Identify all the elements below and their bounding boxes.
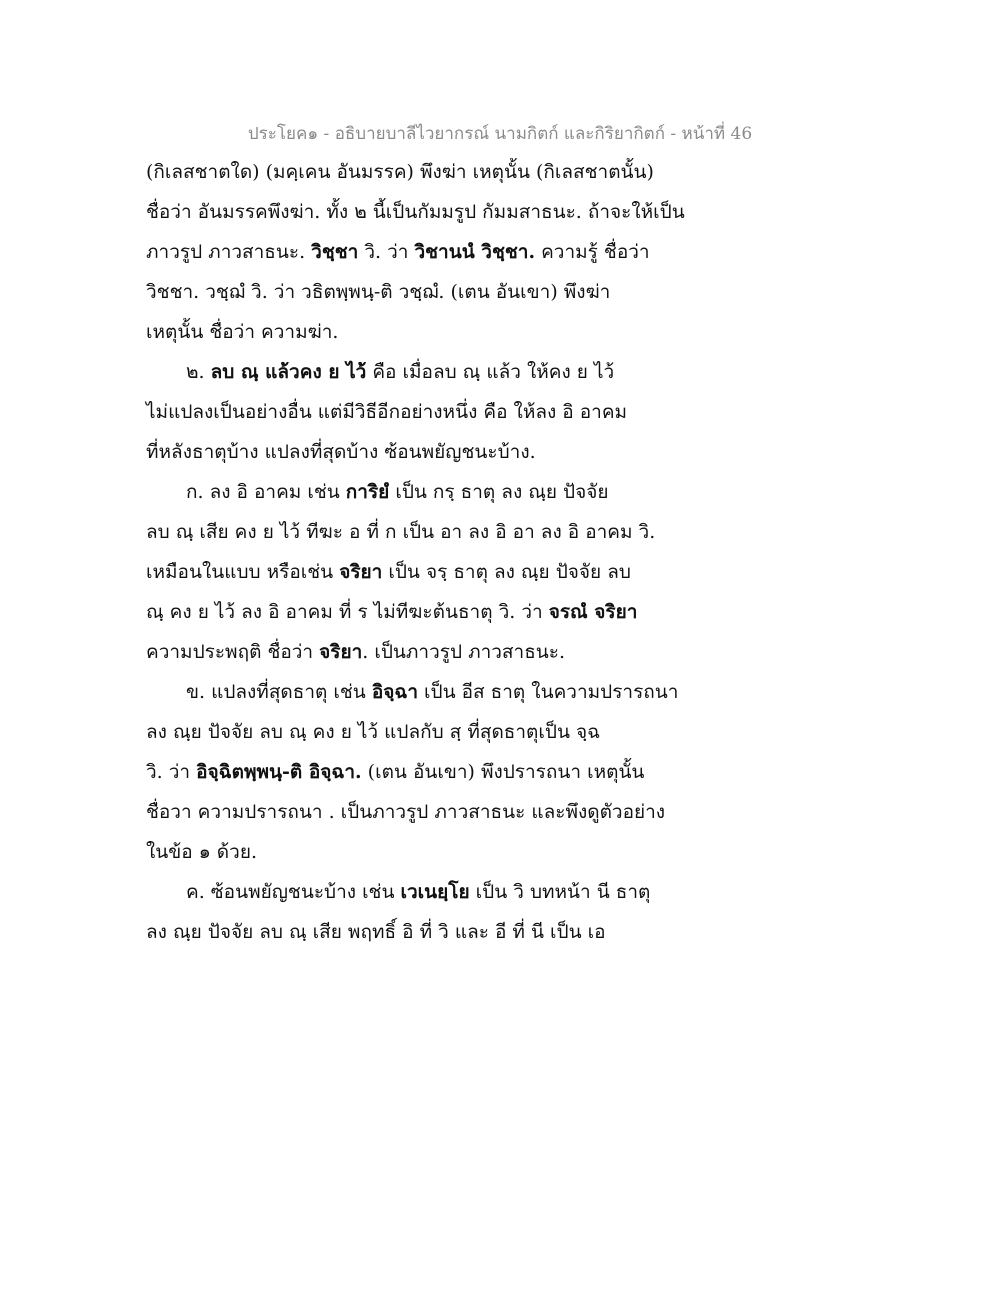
text-line	[146, 912, 866, 952]
text-line	[146, 712, 866, 752]
text-segment: คือ เมื่อลบ ณฺ แล้ว ให้คง ย ไว้	[366, 361, 615, 383]
text-line	[146, 432, 866, 472]
text-line	[146, 392, 866, 432]
text-segment: เป็น จรฺ ธาตุ ลง ณฺย ปัจจัย ลบ	[382, 561, 631, 583]
bold-term: วิชานนํ วิชฺชา.	[414, 241, 536, 263]
text-segment: ที่หลังธาตุบ้าง แปลงที่สุดบ้าง ซ้อนพยัญชนะบ้าง.	[146, 441, 536, 463]
bold-term: ลบ ณฺ แล้วคง ย ไว้	[210, 361, 367, 383]
text-line	[146, 472, 866, 512]
bold-term: เวเนยฺโย	[400, 881, 470, 903]
text-line	[146, 192, 866, 232]
text-line	[146, 312, 866, 352]
bold-term: จรณํ จริยา	[548, 601, 638, 623]
text-segment: วิ. ว่า	[146, 761, 197, 783]
text-segment: ๒.	[186, 361, 211, 383]
text-line	[146, 232, 866, 272]
text-segment: เป็น อีส ธาตุ ในความปรารถนา	[417, 681, 679, 703]
bold-term: อิจฺฉา	[371, 681, 418, 703]
text-segment: (เตน อันเขา) พึงปรารถนา เหตุนั้น	[361, 761, 645, 783]
text-line	[146, 632, 866, 672]
text-segment: ลง ณฺย ปัจจัย ลบ ณฺ เสีย พฤทธิ์ อิ ที่ วิ และ อี ที่ นี เป็น เอ	[146, 921, 606, 943]
text-segment: ชื่อว่า อันมรรคพึงฆ่า. ทั้ง ๒ นี้เป็นกัมมรูป กัมมสาธนะ. ถ้าจะให้เป็น	[146, 201, 685, 223]
text-line	[146, 552, 866, 592]
bold-term: จริยา	[339, 561, 383, 583]
text-segment: เป็น วิ บทหน้า นี ธาตุ	[469, 881, 651, 903]
body-text	[146, 152, 866, 952]
text-line	[146, 672, 866, 712]
text-segment: ชื่อวา ความปรารถนา . เป็นภาวรูป ภาวสาธนะ และพึงดูตัวอย่าง	[146, 801, 666, 823]
text-segment: เหมือนในแบบ หรือเช่น	[146, 561, 340, 583]
text-segment: ในข้อ ๑ ด้วย.	[146, 841, 257, 863]
text-segment: ก. ลง อิ อาคม เช่น	[186, 481, 346, 503]
bold-term: อิจฺฉิตพฺพนฺ-ติ อิจฺฉา.	[196, 761, 362, 783]
text-segment: ลง ณฺย ปัจจัย ลบ ณฺ คง ย ไว้ แปลกับ สฺ ที่สุดธาตุเป็น จฺฉ	[146, 721, 601, 743]
page-header: ประโยค๑ - อธิบายบาลีไวยากรณ์ นามกิตก์ และกิริยากิตก์ - หน้าที่ 46	[247, 124, 753, 144]
text-line	[146, 152, 866, 192]
text-segment: ลบ ณฺ เสีย คง ย ไว้ ทีฆะ อ ที่ ก เป็น อา ลง อิ อา ลง อิ อาคม วิ.	[146, 521, 656, 543]
bold-term: วิชฺชา	[311, 241, 359, 263]
text-segment: ไม่แปลงเป็นอย่างอื่น แต่มีวิธีอีกอย่างหนึ่ง คือ ให้ลง อิ อาคม	[146, 401, 628, 423]
bold-term: จริยา	[319, 641, 363, 663]
text-line	[146, 512, 866, 552]
text-segment: วิชชา. วชฺฌํ วิ. ว่า วธิตพฺพนฺ-ติ วชฺฌํ. (เตน อันเขา) พึงฆ่า	[146, 281, 611, 303]
bold-term: การิยํ	[345, 481, 390, 503]
text-segment: . เป็นภาวรูป ภาวสาธนะ.	[362, 641, 566, 663]
text-line	[146, 872, 866, 912]
text-segment: ภาวรูป ภาวสาธนะ.	[146, 241, 312, 263]
text-line	[146, 752, 866, 792]
text-segment: ณฺ คง ย ไว้ ลง อิ อาคม ที่ ร ไม่ทีฆะต้นธาตุ วิ. ว่า	[146, 601, 549, 623]
text-segment: (กิเลสชาตใด) (มคฺเคน อันมรรค) พึงฆ่า เหตุนั้น (กิเลสชาตนั้น)	[146, 161, 654, 183]
text-segment: ความรู้ ชื่อว่า	[535, 241, 650, 263]
text-segment: วิ. ว่า	[358, 241, 415, 263]
text-segment: เหตุนั้น ชื่อว่า ความฆ่า.	[146, 321, 339, 343]
text-line	[146, 592, 866, 632]
text-segment: เป็น กรฺ ธาตุ ลง ณฺย ปัจจัย	[389, 481, 609, 503]
text-line	[146, 832, 866, 872]
text-segment: ความประพฤติ ชื่อว่า	[146, 641, 320, 663]
text-line	[146, 792, 866, 832]
text-segment: ค. ซ้อนพยัญชนะบ้าง เช่น	[186, 881, 401, 903]
text-line	[146, 272, 866, 312]
text-line	[146, 352, 866, 392]
text-segment: ข. แปลงที่สุดธาตุ เช่น	[186, 681, 372, 703]
